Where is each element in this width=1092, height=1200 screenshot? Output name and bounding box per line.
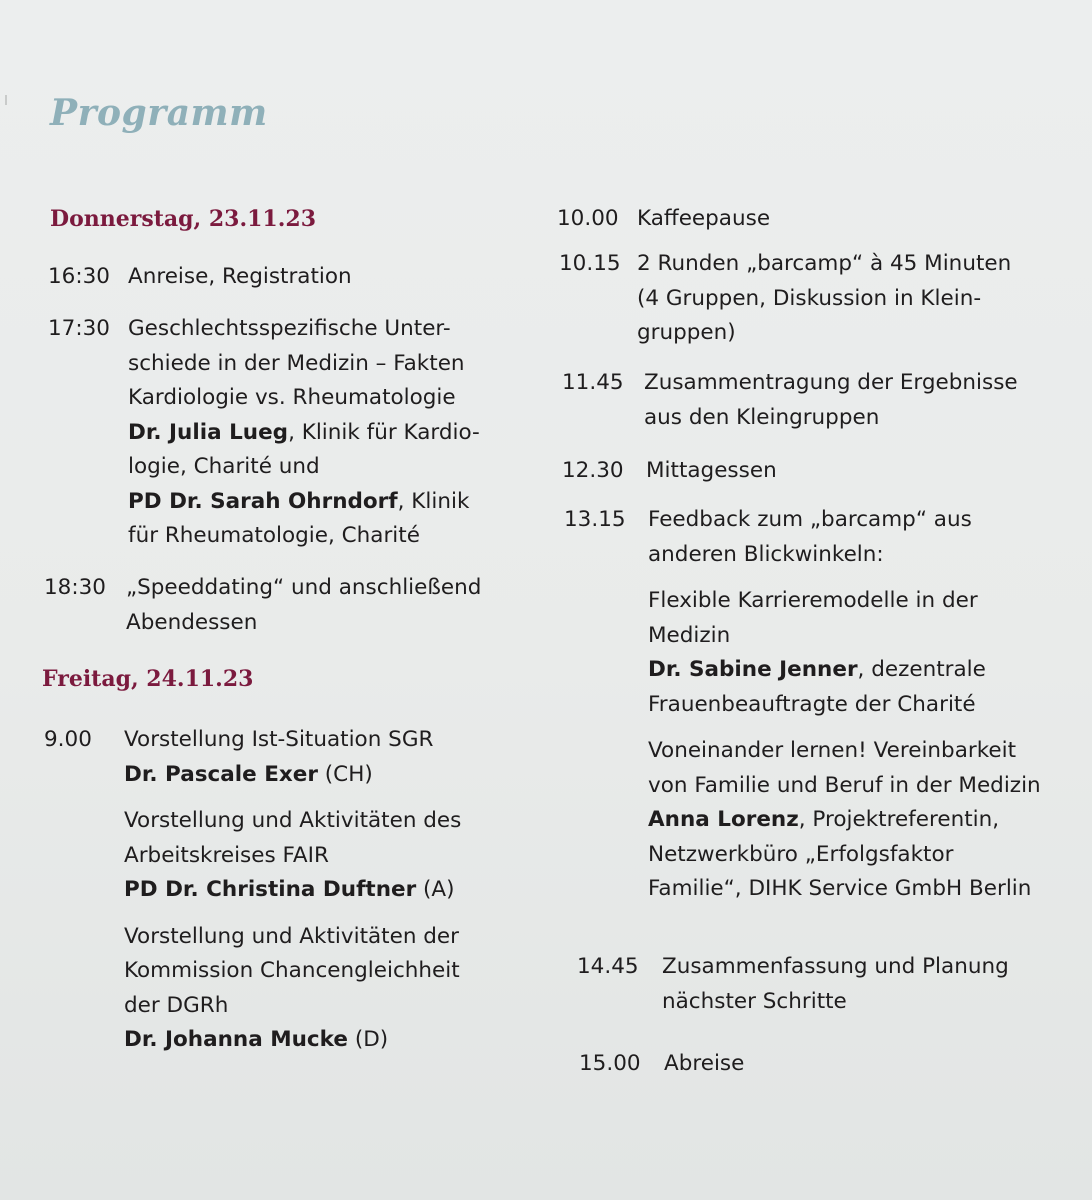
speaker-affiliation: , Klinik	[397, 488, 470, 514]
speaker-name: Dr. Pascale Exer	[124, 761, 318, 787]
entry-line: aus den Kleingruppen	[644, 404, 880, 430]
entry-line: Familie“, DIHK Service GmbH Berlin	[648, 876, 1032, 901]
entry-line: Anreise, Registration	[128, 264, 352, 289]
entry-line: Netzwerkbüro „Erfolgsfaktor	[648, 841, 954, 867]
entry-time: 12.30	[562, 458, 624, 483]
entry-line: anderen Blickwinkeln:	[648, 541, 884, 567]
entry-description	[126, 571, 481, 640]
entry-time: 17:30	[48, 316, 110, 341]
entry-line: schiede in der Medizin – Fakten	[128, 350, 465, 376]
corner-mark	[5, 95, 7, 105]
page-title: Programm	[50, 92, 268, 134]
entry-line: Zusammenfassung und Planung	[662, 954, 1009, 979]
entry-line: Kardiologie vs. Rheumatologie	[128, 385, 456, 410]
speaker-line	[124, 1023, 461, 1058]
entry-description	[646, 454, 777, 489]
speaker-affiliation: (CH)	[317, 761, 373, 787]
entry-line: Vorstellung und Aktivitäten des	[124, 808, 462, 833]
speaker-line	[648, 653, 1041, 688]
speaker-name: Dr. Johanna Mucke	[124, 1027, 348, 1052]
entry-line: Arbeitskreises FAIR	[124, 842, 329, 868]
speaker-line	[128, 416, 480, 451]
entry-time: 11.45	[562, 370, 624, 395]
entry-line: Vorstellung und Aktivitäten der	[124, 923, 460, 949]
speaker-affiliation: , dezentrale	[857, 657, 986, 682]
entry-description	[637, 247, 1011, 351]
entry-time: 14.45	[577, 954, 639, 979]
speaker-affiliation: , Projektreferentin,	[798, 807, 1000, 832]
entry-line: Frauenbeauftragte der Charité	[648, 691, 976, 717]
entry-line: Vorstellung Ist-Situation SGR	[124, 727, 434, 752]
entry-line: gruppen)	[637, 320, 736, 345]
entry-line: von Familie und Beruf in der Medizin	[648, 772, 1041, 798]
entry-line: „Speeddating“ und anschließend	[126, 575, 482, 600]
entry-line: nächster Schritte	[662, 988, 847, 1014]
entry-description	[124, 723, 461, 1058]
entry-line: Abendessen	[126, 609, 258, 635]
entry-time: 16:30	[48, 264, 110, 289]
entry-line: logie, Charité und	[128, 454, 320, 479]
entry-description	[128, 260, 352, 295]
entry-line: (4 Gruppen, Diskussion in Klein-	[637, 285, 982, 311]
entry-line: der DGRh	[124, 992, 229, 1018]
speaker-affiliation: , Klinik für Kardio-	[288, 419, 480, 445]
speaker-line	[128, 485, 480, 520]
day-heading-thursday: Donnerstag, 23.11.23	[50, 206, 316, 232]
day-heading-friday: Freitag, 24.11.23	[42, 666, 254, 692]
entry-line: 2 Runden „barcamp“ à 45 Minuten	[637, 251, 1012, 276]
entry-line: Voneinander lernen! Vereinbarkeit	[648, 738, 1017, 763]
entry-line: Mittagessen	[646, 458, 777, 483]
speaker-affiliation: (D)	[347, 1027, 389, 1052]
entry-line: Feedback zum „barcamp“ aus	[648, 507, 972, 532]
entry-time: 10.00	[557, 206, 619, 231]
speaker-name: Dr. Julia Lueg	[128, 419, 289, 445]
entry-line: Flexible Karrieremodelle in der	[648, 588, 978, 613]
entry-time: 15.00	[579, 1051, 641, 1076]
paragraph-gap	[124, 908, 461, 920]
entry-description	[128, 312, 480, 554]
entry-line: Kommission Chancengleichheit	[124, 958, 460, 983]
speaker-affiliation: (A)	[416, 877, 455, 902]
entry-line: für Rheumatologie, Charité	[128, 523, 420, 548]
entry-time: 13.15	[564, 507, 626, 532]
entry-line: Zusammentragung der Ergebnisse	[644, 370, 1018, 395]
entry-line: Medizin	[648, 622, 731, 648]
entry-time: 10.15	[559, 251, 621, 276]
speaker-line	[124, 758, 461, 793]
speaker-name: Anna Lorenz	[648, 807, 799, 832]
entry-description	[644, 366, 1018, 435]
entry-description	[662, 950, 1009, 1019]
paragraph-gap	[648, 572, 1041, 584]
entry-line: Geschlechtsspezifische Unter-	[128, 316, 451, 341]
entry-line: Kaffeepause	[637, 206, 771, 231]
paragraph-gap	[648, 722, 1041, 734]
speaker-name: Dr. Sabine Jenner	[648, 657, 858, 682]
entry-time: 9.00	[44, 727, 92, 752]
entry-description	[664, 1047, 744, 1082]
speaker-name: PD Dr. Christina Duftner	[124, 877, 417, 902]
speaker-line	[648, 803, 1041, 838]
speaker-name: PD Dr. Sarah Ohrndorf	[128, 488, 398, 514]
entry-line: Abreise	[664, 1051, 745, 1076]
entry-description	[637, 202, 770, 237]
entry-description	[648, 503, 1041, 907]
speaker-line	[124, 873, 461, 908]
paragraph-gap	[124, 792, 461, 804]
entry-time: 18:30	[44, 575, 106, 600]
